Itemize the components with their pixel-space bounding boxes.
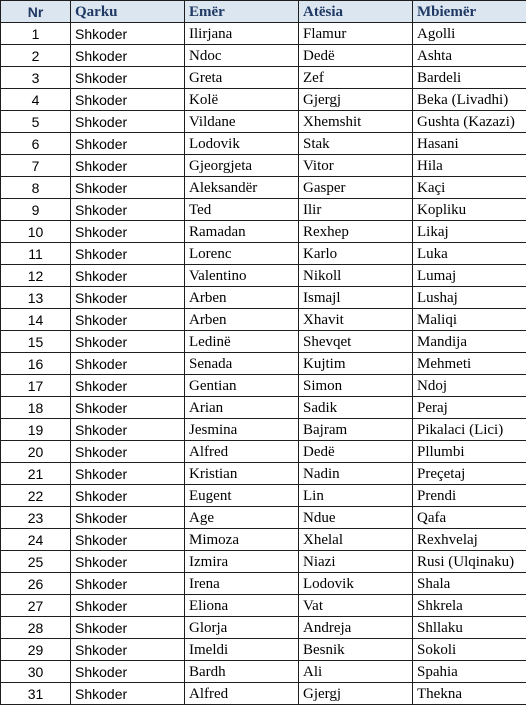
cell-mbiemer: Prendi	[413, 485, 526, 507]
cell-atesia: Lodovik	[299, 573, 413, 595]
cell-atesia: Bajram	[299, 419, 413, 441]
cell-qarku: Shkoder	[71, 45, 185, 67]
cell-qarku: Shkoder	[71, 661, 185, 683]
cell-emer: Arian	[185, 397, 299, 419]
cell-mbiemer: Hila	[413, 155, 526, 177]
cell-mbiemer: Spahia	[413, 661, 526, 683]
table-row	[1, 419, 526, 441]
cell-nr: 20	[1, 441, 71, 463]
cell-mbiemer: Lumaj	[413, 265, 526, 287]
cell-qarku: Shkoder	[71, 507, 185, 529]
cell-atesia: Ali	[299, 661, 413, 683]
cell-emer: Ilirjana	[185, 23, 299, 45]
cell-qarku: Shkoder	[71, 397, 185, 419]
header-nr: Nr	[1, 1, 71, 23]
cell-atesia: Lin	[299, 485, 413, 507]
cell-nr: 11	[1, 243, 71, 265]
cell-nr: 25	[1, 551, 71, 573]
cell-mbiemer: Likaj	[413, 221, 526, 243]
header-row	[1, 1, 526, 23]
cell-nr: 23	[1, 507, 71, 529]
cell-mbiemer: Ndoj	[413, 375, 526, 397]
table-row	[1, 507, 526, 529]
cell-mbiemer: Shllaku	[413, 617, 526, 639]
table-row	[1, 177, 526, 199]
cell-emer: Glorja	[185, 617, 299, 639]
cell-atesia: Xhelal	[299, 529, 413, 551]
cell-nr: 16	[1, 353, 71, 375]
cell-emer: Valentino	[185, 265, 299, 287]
cell-emer: Gentian	[185, 375, 299, 397]
cell-qarku: Shkoder	[71, 529, 185, 551]
cell-mbiemer: Hasani	[413, 133, 526, 155]
cell-qarku: Shkoder	[71, 265, 185, 287]
cell-emer: Ramadan	[185, 221, 299, 243]
cell-mbiemer: Pikalaci (Lici)	[413, 419, 526, 441]
cell-nr: 24	[1, 529, 71, 551]
cell-emer: Gjeorgjeta	[185, 155, 299, 177]
table-row	[1, 111, 526, 133]
table-row	[1, 397, 526, 419]
table-row	[1, 617, 526, 639]
cell-atesia: Karlo	[299, 243, 413, 265]
cell-qarku: Shkoder	[71, 331, 185, 353]
cell-atesia: Kujtim	[299, 353, 413, 375]
table-row	[1, 67, 526, 89]
table-row	[1, 375, 526, 397]
cell-atesia: Besnik	[299, 639, 413, 661]
cell-emer: Aleksandër	[185, 177, 299, 199]
cell-nr: 27	[1, 595, 71, 617]
cell-mbiemer: Mandija	[413, 331, 526, 353]
cell-emer: Arben	[185, 309, 299, 331]
cell-emer: Izmira	[185, 551, 299, 573]
cell-qarku: Shkoder	[71, 617, 185, 639]
cell-qarku: Shkoder	[71, 23, 185, 45]
cell-mbiemer: Thekna	[413, 683, 526, 705]
cell-nr: 22	[1, 485, 71, 507]
cell-emer: Kristian	[185, 463, 299, 485]
table-row	[1, 441, 526, 463]
table-row	[1, 23, 526, 45]
cell-mbiemer: Sokoli	[413, 639, 526, 661]
cell-qarku: Shkoder	[71, 221, 185, 243]
cell-nr: 4	[1, 89, 71, 111]
table-row	[1, 309, 526, 331]
header-mbiemer: Mbiemër	[413, 1, 526, 23]
cell-nr: 9	[1, 199, 71, 221]
cell-nr: 14	[1, 309, 71, 331]
cell-nr: 31	[1, 683, 71, 705]
cell-nr: 2	[1, 45, 71, 67]
table-row	[1, 331, 526, 353]
cell-qarku: Shkoder	[71, 639, 185, 661]
cell-emer: Jesmina	[185, 419, 299, 441]
cell-qarku: Shkoder	[71, 309, 185, 331]
cell-qarku: Shkoder	[71, 551, 185, 573]
cell-qarku: Shkoder	[71, 155, 185, 177]
table-row	[1, 573, 526, 595]
table-row	[1, 485, 526, 507]
cell-emer: Lorenc	[185, 243, 299, 265]
table-row	[1, 287, 526, 309]
cell-mbiemer: Pllumbi	[413, 441, 526, 463]
cell-mbiemer: Ashta	[413, 45, 526, 67]
cell-atesia: Sadik	[299, 397, 413, 419]
table-row	[1, 529, 526, 551]
cell-emer: Age	[185, 507, 299, 529]
cell-mbiemer: Maliqi	[413, 309, 526, 331]
cell-emer: Eugent	[185, 485, 299, 507]
cell-atesia: Niazi	[299, 551, 413, 573]
table-row	[1, 353, 526, 375]
cell-nr: 15	[1, 331, 71, 353]
cell-atesia: Flamur	[299, 23, 413, 45]
header-atesia: Atësia	[299, 1, 413, 23]
cell-emer: Vildane	[185, 111, 299, 133]
table-row	[1, 45, 526, 67]
cell-mbiemer: Agolli	[413, 23, 526, 45]
cell-emer: Imeldi	[185, 639, 299, 661]
cell-atesia: Xhavit	[299, 309, 413, 331]
cell-mbiemer: Bardeli	[413, 67, 526, 89]
cell-nr: 5	[1, 111, 71, 133]
cell-mbiemer: Rusi (Ulqinaku)	[413, 551, 526, 573]
cell-emer: Lodovik	[185, 133, 299, 155]
cell-qarku: Shkoder	[71, 67, 185, 89]
cell-qarku: Shkoder	[71, 595, 185, 617]
cell-nr: 10	[1, 221, 71, 243]
cell-emer: Bardh	[185, 661, 299, 683]
cell-mbiemer: Peraj	[413, 397, 526, 419]
cell-nr: 21	[1, 463, 71, 485]
table-row	[1, 199, 526, 221]
cell-qarku: Shkoder	[71, 463, 185, 485]
cell-emer: Irena	[185, 573, 299, 595]
cell-qarku: Shkoder	[71, 111, 185, 133]
table-row	[1, 133, 526, 155]
table-row	[1, 243, 526, 265]
table-row	[1, 463, 526, 485]
cell-mbiemer: Shala	[413, 573, 526, 595]
cell-qarku: Shkoder	[71, 353, 185, 375]
cell-emer: Kolë	[185, 89, 299, 111]
cell-emer: Alfred	[185, 441, 299, 463]
table-row	[1, 595, 526, 617]
cell-atesia: Xhemshit	[299, 111, 413, 133]
cell-emer: Mimoza	[185, 529, 299, 551]
cell-nr: 18	[1, 397, 71, 419]
cell-atesia: Vitor	[299, 155, 413, 177]
cell-qarku: Shkoder	[71, 199, 185, 221]
cell-atesia: Dedë	[299, 45, 413, 67]
cell-nr: 6	[1, 133, 71, 155]
cell-atesia: Zef	[299, 67, 413, 89]
cell-atesia: Gjergj	[299, 683, 413, 705]
cell-emer: Senada	[185, 353, 299, 375]
cell-mbiemer: Kopliku	[413, 199, 526, 221]
cell-nr: 28	[1, 617, 71, 639]
cell-mbiemer: Kaçi	[413, 177, 526, 199]
cell-atesia: Shevqet	[299, 331, 413, 353]
cell-qarku: Shkoder	[71, 243, 185, 265]
cell-emer: Eliona	[185, 595, 299, 617]
cell-nr: 26	[1, 573, 71, 595]
cell-qarku: Shkoder	[71, 485, 185, 507]
cell-atesia: Nadin	[299, 463, 413, 485]
cell-nr: 19	[1, 419, 71, 441]
cell-nr: 8	[1, 177, 71, 199]
header-emer: Emër	[185, 1, 299, 23]
table-row	[1, 661, 526, 683]
cell-atesia: Gjergj	[299, 89, 413, 111]
cell-qarku: Shkoder	[71, 133, 185, 155]
cell-qarku: Shkoder	[71, 573, 185, 595]
cell-atesia: Andreja	[299, 617, 413, 639]
table-body	[1, 23, 526, 705]
cell-qarku: Shkoder	[71, 375, 185, 397]
cell-nr: 3	[1, 67, 71, 89]
cell-mbiemer: Gushta (Kazazi)	[413, 111, 526, 133]
cell-atesia: Dedë	[299, 441, 413, 463]
cell-mbiemer: Qafa	[413, 507, 526, 529]
cell-qarku: Shkoder	[71, 287, 185, 309]
cell-atesia: Stak	[299, 133, 413, 155]
cell-nr: 13	[1, 287, 71, 309]
cell-atesia: Simon	[299, 375, 413, 397]
cell-nr: 17	[1, 375, 71, 397]
cell-emer: Greta	[185, 67, 299, 89]
cell-mbiemer: Preçetaj	[413, 463, 526, 485]
cell-mbiemer: Mehmeti	[413, 353, 526, 375]
cell-mbiemer: Beka (Livadhi)	[413, 89, 526, 111]
table-row	[1, 265, 526, 287]
cell-emer: Ted	[185, 199, 299, 221]
cell-emer: Ledinë	[185, 331, 299, 353]
table-row	[1, 89, 526, 111]
table-row	[1, 221, 526, 243]
table-row	[1, 551, 526, 573]
table-row	[1, 155, 526, 177]
cell-qarku: Shkoder	[71, 177, 185, 199]
header-qarku: Qarku	[71, 1, 185, 23]
cell-atesia: Ismajl	[299, 287, 413, 309]
cell-qarku: Shkoder	[71, 441, 185, 463]
cell-atesia: Ilir	[299, 199, 413, 221]
cell-atesia: Nikoll	[299, 265, 413, 287]
cell-nr: 1	[1, 23, 71, 45]
cell-qarku: Shkoder	[71, 89, 185, 111]
cell-mbiemer: Rexhvelaj	[413, 529, 526, 551]
cell-emer: Alfred	[185, 683, 299, 705]
cell-atesia: Vat	[299, 595, 413, 617]
cell-mbiemer: Luka	[413, 243, 526, 265]
cell-emer: Arben	[185, 287, 299, 309]
cell-qarku: Shkoder	[71, 683, 185, 705]
table-header	[1, 1, 526, 23]
table-row	[1, 683, 526, 705]
cell-nr: 29	[1, 639, 71, 661]
cell-qarku: Shkoder	[71, 419, 185, 441]
cell-nr: 30	[1, 661, 71, 683]
cell-atesia: Gasper	[299, 177, 413, 199]
cell-atesia: Ndue	[299, 507, 413, 529]
cell-mbiemer: Shkrela	[413, 595, 526, 617]
table-row	[1, 639, 526, 661]
cell-emer: Ndoc	[185, 45, 299, 67]
cell-nr: 12	[1, 265, 71, 287]
cell-atesia: Rexhep	[299, 221, 413, 243]
cell-mbiemer: Lushaj	[413, 287, 526, 309]
cell-nr: 7	[1, 155, 71, 177]
